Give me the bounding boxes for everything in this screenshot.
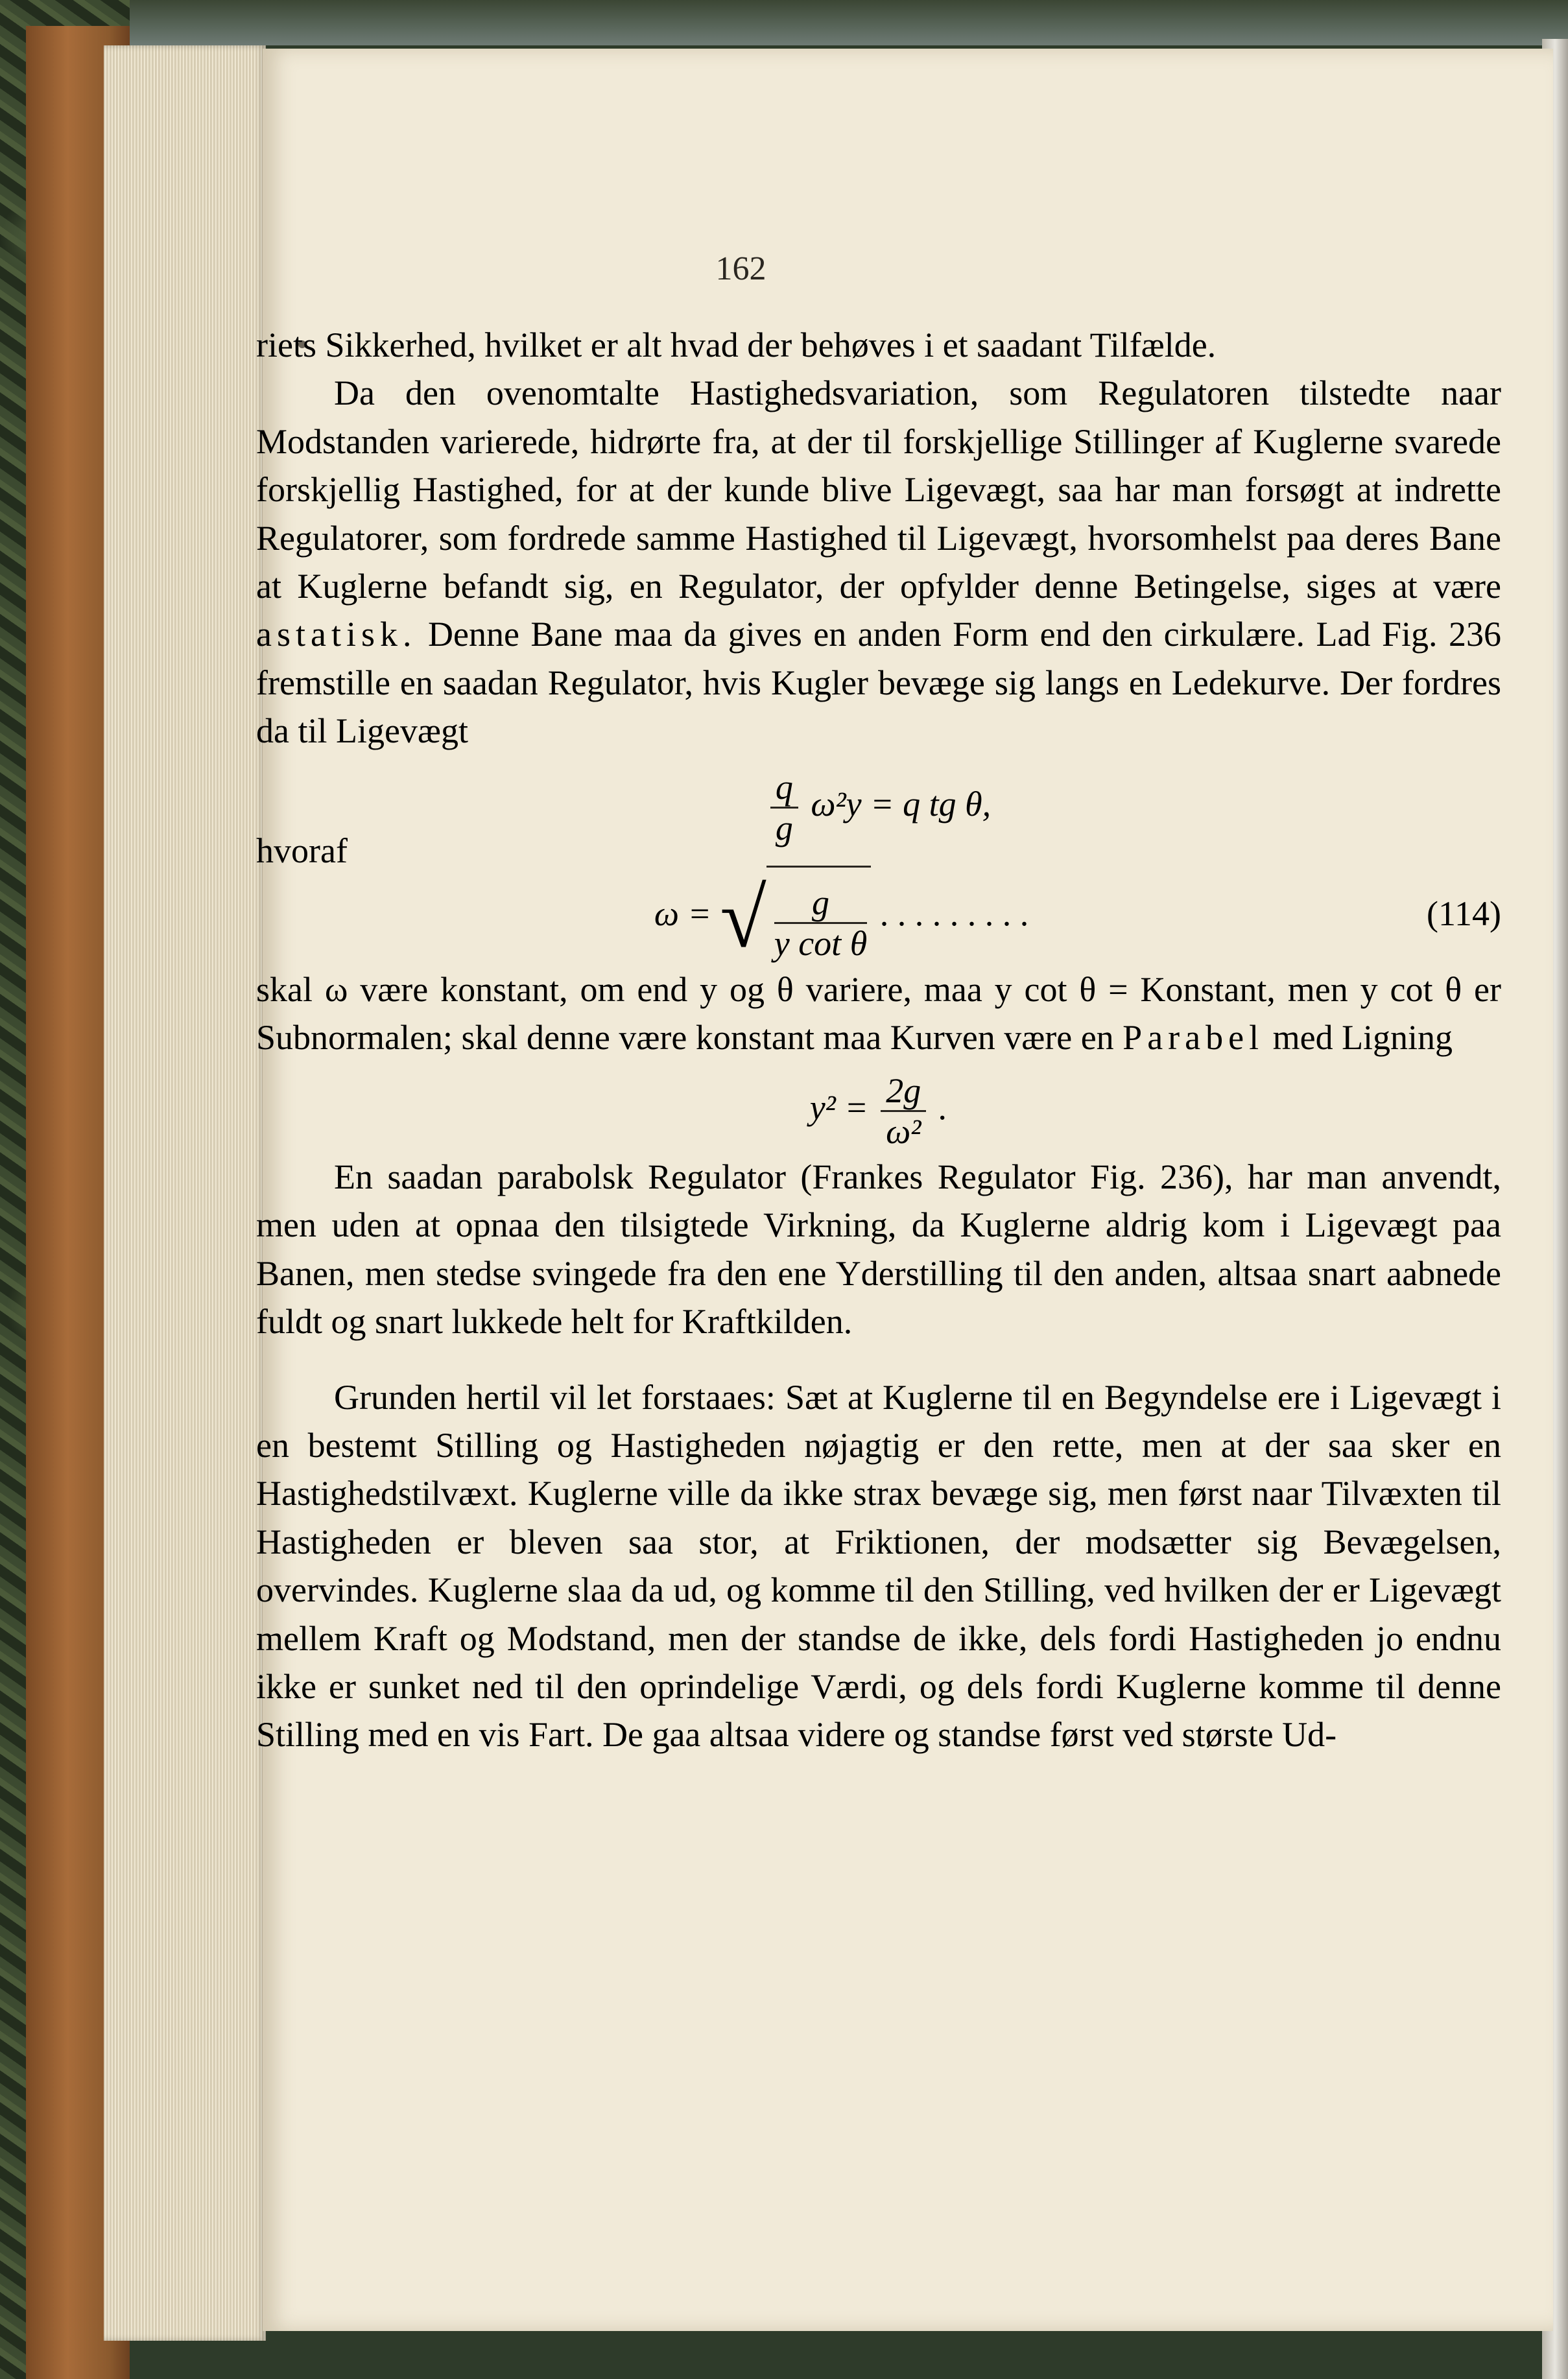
fraction-denominator: g (775, 808, 793, 847)
fraction-g-over-ycot (774, 883, 867, 963)
paragraph-1: riets Sikkerhed, hvilket er alt hvad der behøves i et saadant Tilfælde. (256, 325, 1217, 364)
word-hvoraf: hvoraf (256, 831, 348, 870)
paragraph-3 (256, 965, 1501, 1062)
radicand (766, 866, 871, 971)
leader-dots: . . . . . . . . . (879, 894, 1029, 934)
square-root (720, 863, 871, 971)
fraction-numerator: g (774, 883, 867, 924)
paragraph-3-text: skal ω være konstant, om end y og θ variere, maa y cot θ = Konstant, men y cot θ er Subnormalen; skal denne være konstant maa Kurven være en (256, 970, 1501, 1058)
paragraph-2-text: Da den ovenomtalte Hastighedsvariation, som Regulatoren tilstedte naar Modstanden varierede, hidrørte fra, at der til forskjellige Stillinger af Kuglerne svarede forskjellig Hastighed, for at der kunde blive Ligevægt, saa har man forsøgt at indrette Regulatorer, som fordrede samme Hastighed til Ligevægt, hvorsomhelst paa deres Bane at Kuglerne befandt sig, en Regulator, der opfylder denne Betingelse, siges at være (256, 373, 1501, 606)
term-astatisk: astatisk. (256, 615, 417, 654)
paragraph-4: En saadan parabolsk Regulator (Frankes Regulator Fig. 236), har man anvendt, men uden at opnaa den tilsigtede Virkning, da Kuglerne aldrig kom i Ligevægt paa Banen, men stedse svingede fra den ene Yderstilling til den anden, altsaa snart aabnede fuldt og snart lukkede helt for Kraftkilden. (256, 1157, 1501, 1342)
paragraph-3-end: med Ligning (1272, 1018, 1453, 1058)
page-number: 162 (715, 250, 766, 287)
paragraph-5: Grunden hertil vil let forstaaes: Sæt at Kuglerne til en Begyndelse ere i Ligevægt i en bestemt Stilling og Hastigheden nøjagtig er den rette, men at der saa sker en Hastighedstilvæxt. Kuglerne ville da ikke strax bevæge sig, men først naar Tilvæxten til Hastigheden er bleven saa stor, at Friktionen, der modsætter sig Bevægelsen, overvindes. Kuglerne slaa da ud, og komme til den Stilling, ved hvilken der er Ligevægt mellem Kraft og Modstand, men der standse de ikke, dels fordi Hastigheden jo endnu ikke er sunket ned til den oprindelige Værdi, og dels fordi Kuglerne komme til denne Stilling med en vis Fart. De gaa altsaa videre og standse først ved største Ud- (256, 1377, 1501, 1755)
formula-period: . (938, 1087, 948, 1127)
fraction-numerator: 2g (881, 1071, 926, 1112)
paragraph-2 (256, 369, 1501, 755)
term-parabel: Parabel (1123, 1018, 1265, 1058)
fraction-denominator: y cot θ (774, 924, 868, 964)
fraction-numerator: q (770, 768, 798, 809)
page-edges (104, 45, 266, 2341)
formula-parabola (256, 1062, 1501, 1153)
fraction-denominator: ω² (886, 1111, 921, 1151)
fraction-2g-over-omega2 (881, 1071, 926, 1151)
formula-rest: ω²y = q tg θ, (811, 784, 992, 823)
equation-number: (114) (1427, 894, 1501, 934)
formula-114 (256, 862, 1501, 965)
book-spine-top (0, 0, 1568, 45)
body-text (256, 321, 1501, 1759)
formula-lhs: ω = (654, 894, 711, 934)
radical-sign-icon: √ (720, 871, 766, 965)
fraction-q-over-g (770, 768, 798, 847)
formula-lhs: y² = (809, 1087, 868, 1127)
paragraph-2-continued: Denne Bane maa da gives en anden Form end den cirkulære. Lad Fig. 236 fremstille en saadan Regulator, hvis Kugler bevæge sig langs en Ledekurve. Der fordres da til Ligevægt (256, 615, 1502, 751)
